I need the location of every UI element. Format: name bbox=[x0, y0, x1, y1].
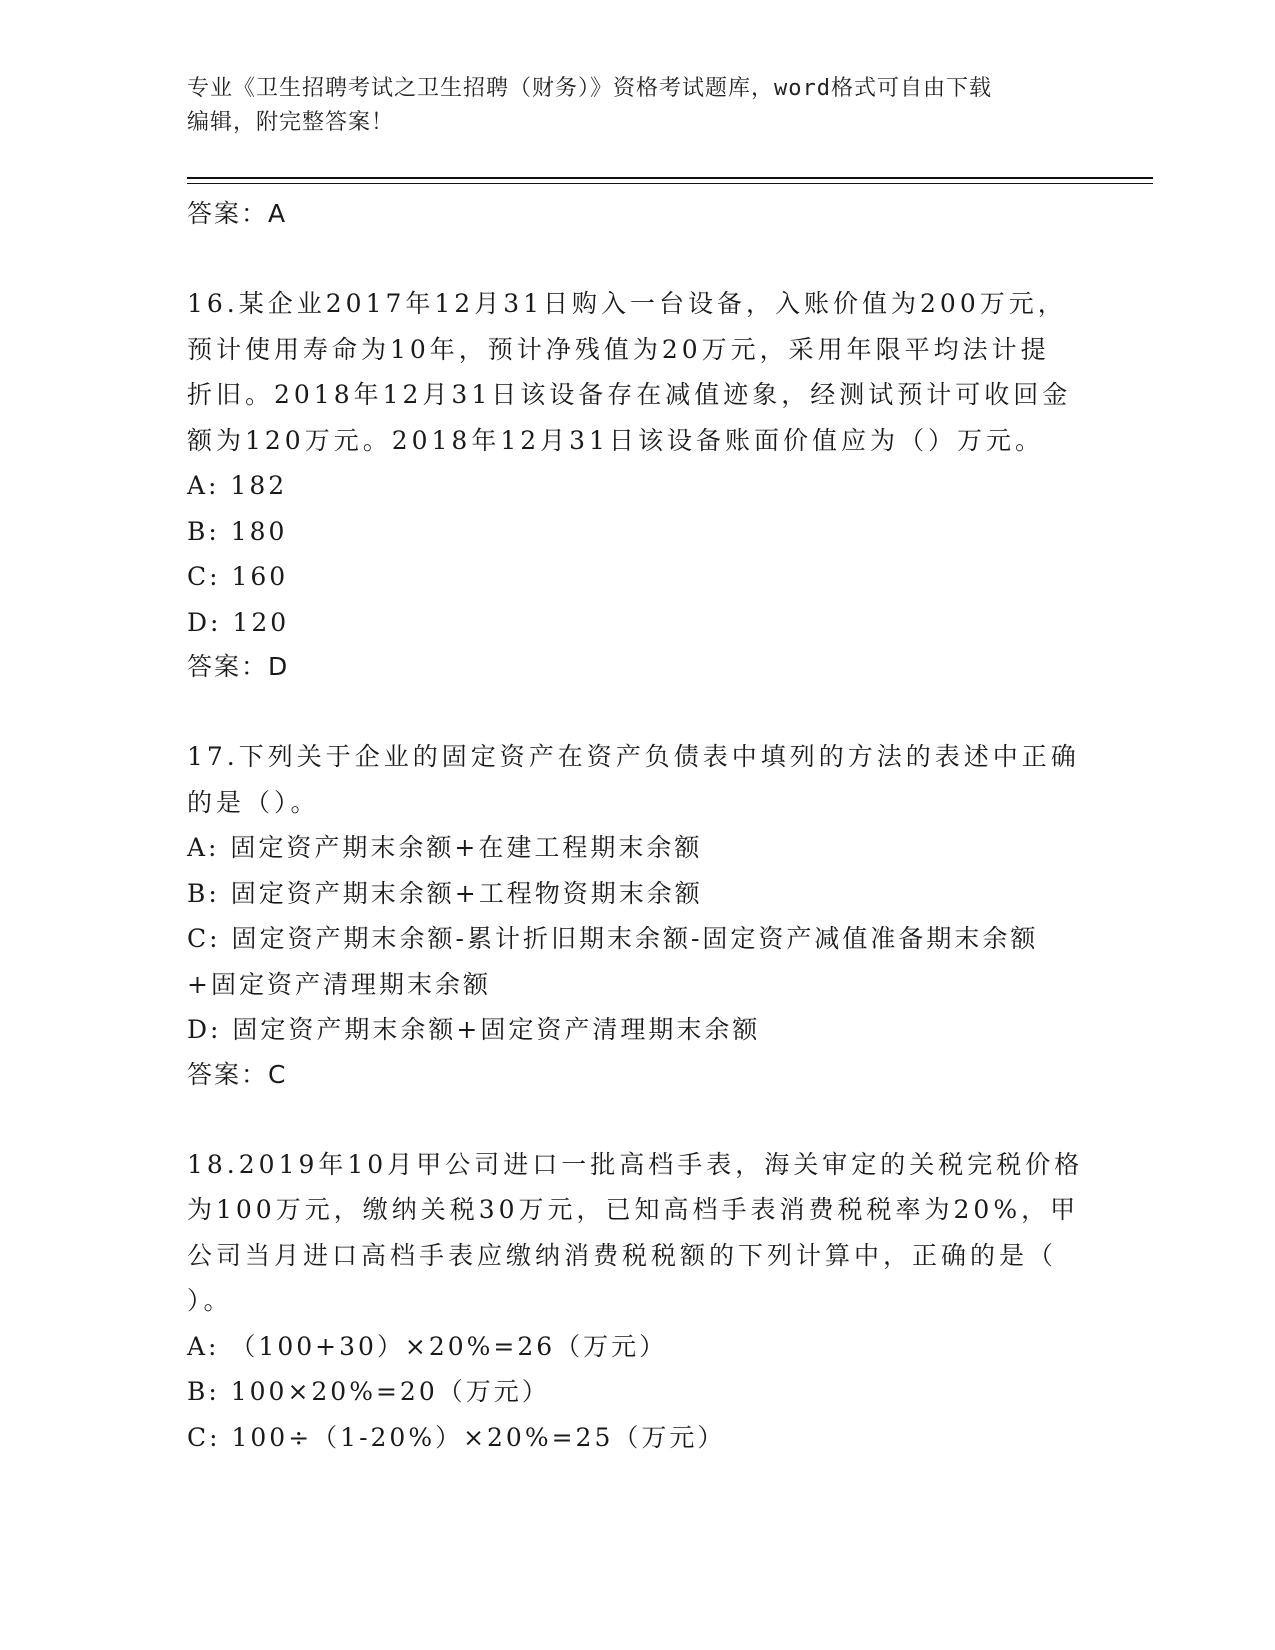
question-16-stem-line-4: 额为120万元。2018年12月31日该设备账面价值应为（）万元。 bbox=[187, 425, 1044, 455]
question-16-stem-line-3: 折旧。2018年12月31日该设备存在减值迹象，经测试预计可收回金 bbox=[187, 380, 1072, 409]
question-16 bbox=[187, 281, 1087, 689]
answer-17: 答案：C bbox=[187, 1059, 288, 1089]
question-16-option-b: B: 180 bbox=[187, 516, 288, 546]
question-18-stem-line-1: 18.2019年10月甲公司进口一批高档手表，海关审定的关税完税价格 bbox=[187, 1149, 1084, 1179]
question-18-stem-line-4: ）。 bbox=[187, 1286, 233, 1315]
question-17-option-a: A: 固定资产期末余额+在建工程期末余额 bbox=[187, 833, 703, 862]
question-18 bbox=[187, 1142, 1087, 1461]
header-divider-thick bbox=[187, 177, 1153, 179]
question-16-stem-line-2: 预计使用寿命为10年，预计净残值为20万元，采用年限平均法计提 bbox=[187, 334, 1050, 364]
question-18-stem-line-3: 公司当月进口高档手表应缴纳消费税税额的下列计算中，正确的是（ bbox=[187, 1240, 1058, 1270]
question-17-stem-line-1: 17.下列关于企业的固定资产在资产负债表中填列的方法的表述中正确 bbox=[187, 742, 1080, 771]
question-16-option-a: A: 182 bbox=[187, 471, 288, 500]
question-18-option-a: A: （100+30）×20%=26（万元） bbox=[187, 1331, 668, 1361]
question-17-option-b: B: 固定资产期末余额+工程物资期末余额 bbox=[187, 878, 703, 908]
question-17-option-c-line-1: C: 固定资产期末余额-累计折旧期末余额-固定资产减值准备期末余额 bbox=[187, 924, 1039, 953]
spacer bbox=[187, 236, 1087, 281]
page-header bbox=[187, 72, 1087, 140]
spacer bbox=[187, 689, 1087, 734]
question-list bbox=[187, 192, 1087, 1460]
question-17-option-d: D: 固定资产期末余额+固定资产清理期末余额 bbox=[187, 1015, 761, 1044]
question-18-stem-line-2: 为100万元，缴纳关税30万元，已知高档手表消费税税率为20%，甲 bbox=[187, 1195, 1080, 1224]
question-18-option-b: B: 100×20%=20（万元） bbox=[187, 1377, 550, 1406]
question-18-option-c: C: 100÷（1-20%）×20%=25（万元） bbox=[187, 1422, 726, 1452]
question-16-stem-line-1: 16.某企业2017年12月31日购入一台设备，入账价值为200万元， bbox=[187, 289, 1067, 318]
header-line-2: 编辑，附完整答案！ bbox=[187, 110, 395, 135]
question-17-option-c-line-2: +固定资产清理期末余额 bbox=[187, 969, 491, 999]
question-17-stem-line-2: 的是（）。 bbox=[187, 787, 320, 817]
question-17 bbox=[187, 734, 1087, 1097]
answer-16: 答案：D bbox=[187, 652, 290, 681]
header-divider-thin bbox=[187, 183, 1153, 184]
spacer bbox=[187, 1097, 1087, 1142]
answer-15: 答案：A bbox=[187, 199, 288, 228]
header-line-1: 专业《卫生招聘考试之卫生招聘（财务）》资格考试题库，word格式可自由下载 bbox=[187, 76, 992, 101]
question-16-option-c: C: 160 bbox=[187, 562, 289, 591]
question-16-option-d: D: 120 bbox=[187, 607, 290, 637]
